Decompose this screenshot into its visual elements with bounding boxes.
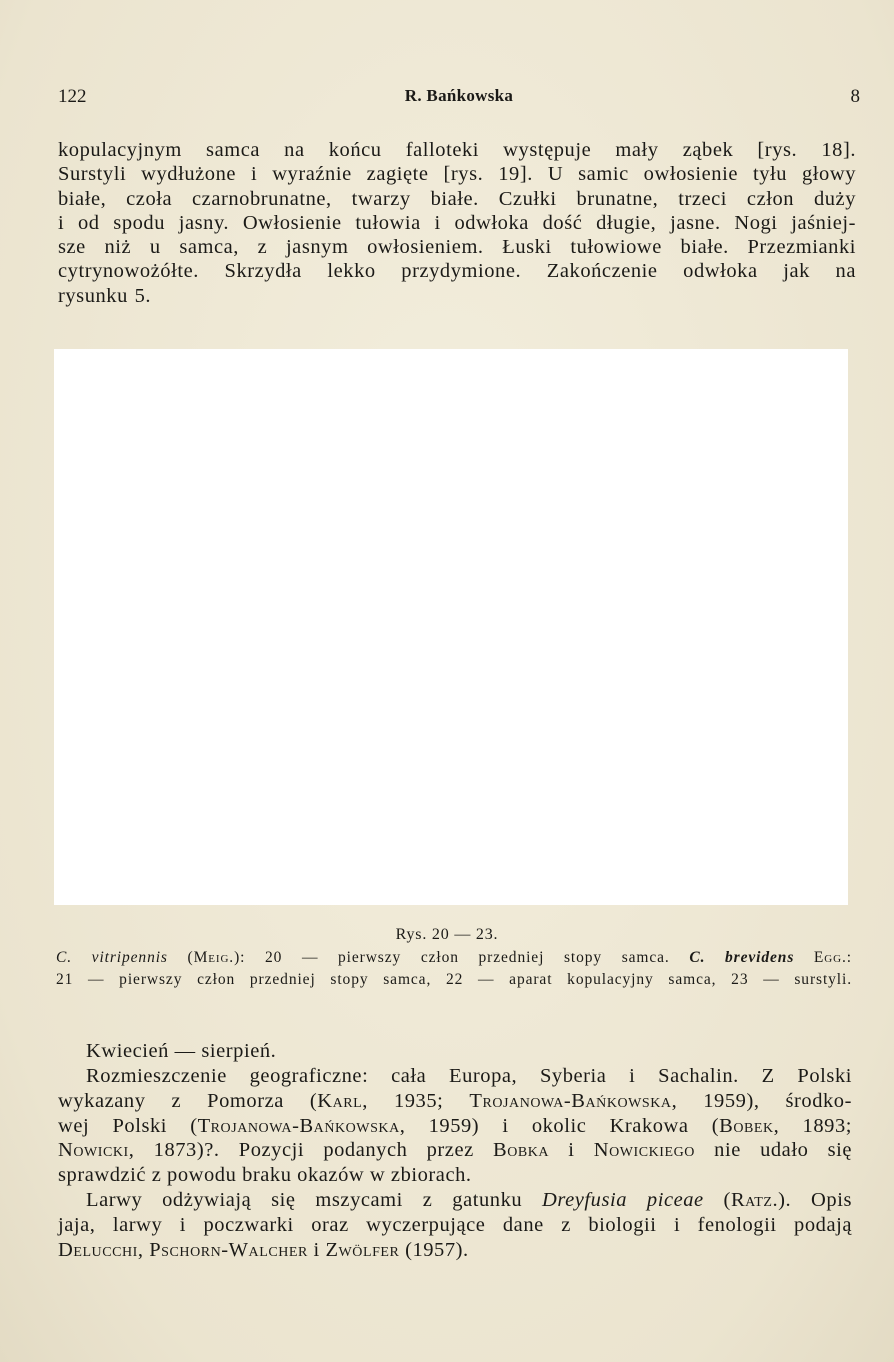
cited-author: Bobka (492, 1139, 550, 1162)
cited-author: Bobek (719, 1114, 774, 1137)
paragraph-description (58, 138, 856, 308)
text-line (58, 1089, 852, 1114)
caption-text: : (846, 949, 852, 966)
text-run: Larwy odżywiają się mszycami z gatunku (86, 1189, 543, 1211)
text-line: cytrynowożółte. Skrzydła lekko przydymione. Zakończenie odwłoka jak na (58, 260, 856, 283)
text-run: wykazany z Pomorza ( (58, 1089, 318, 1112)
text-run: , 1935; (362, 1089, 470, 1112)
cited-author: Trojanowa-Bańkowska (469, 1089, 672, 1112)
text-run: ( (703, 1189, 731, 1211)
cited-author: Nowickiego (593, 1139, 695, 1162)
text-line: sze niż u samca, z jasnym owłosieniem. Łuski tułowiowe białe. Przezmianki (58, 236, 856, 259)
text-line: białe, czoła czarnobrunatne, twarzy białe. Czułki brunatne, trzeci człon duży (58, 187, 856, 210)
text-run: i (549, 1139, 594, 1162)
text-run: ). Opis (778, 1189, 852, 1211)
running-author: R. Bańkowska (404, 86, 514, 105)
text-run: , 1959), środko- (671, 1089, 852, 1112)
text-run: wej Polski ( (58, 1114, 198, 1137)
cited-author: Trojanowa-Bańkowska (197, 1114, 400, 1137)
text-line: rysunku 5. (58, 284, 152, 307)
text-run: nie udało się (694, 1139, 853, 1162)
page-number-left: 122 (58, 86, 87, 107)
text-line (58, 1188, 852, 1213)
paragraph-distribution (58, 1064, 852, 1188)
text-line: i od spodu jasny. Owłosienie tułowia i odwłoka dość długie, jasne. Nogi jaśniej- (58, 211, 856, 234)
running-header (58, 86, 860, 112)
species-name: C. brevidens (689, 949, 795, 966)
cited-author: Ratz. (730, 1189, 779, 1211)
species-name: Dreyfusia piceae (542, 1189, 704, 1211)
species-name: C. vitripennis (56, 949, 168, 966)
text-run: , 1893; (773, 1114, 852, 1137)
cited-author: Pschorn-Walcher (149, 1239, 308, 1261)
figure-image-blank (54, 349, 848, 905)
figure-caption-title: Rys. 20 — 23. (395, 926, 499, 943)
text-line: Surstyli wydłużone i wyraźnie zagięte [rys. 19]. U samic owłosienie tyłu głowy (58, 163, 856, 186)
text-run: , (137, 1239, 150, 1261)
paragraph-flight-period: Kwiecień — sierpień. (86, 1040, 277, 1062)
species-author: Egg. (813, 949, 847, 966)
page-number-right: 8 (850, 86, 860, 107)
text-run: , 1959) i okolic Krakowa ( (399, 1114, 720, 1137)
cited-author: Zwölfer (325, 1239, 400, 1261)
text-line: jaja, larwy i poczwarki oraz wyczerpujące dane z biologii i fenologii podają (58, 1214, 852, 1236)
caption-line (56, 947, 852, 969)
text-line: Rozmieszczenie geograficzne: cała Europa, Syberia i Sachalin. Z Polski (86, 1065, 852, 1087)
cited-author: Delucchi (58, 1239, 138, 1261)
species-author: (Meig.) (187, 949, 241, 966)
paragraph-biology (58, 1188, 852, 1263)
caption-text: : 20 — pierwszy człon przedniej stopy samca. (240, 949, 670, 966)
text-run: (1957). (399, 1239, 469, 1261)
text-line: kopulacyjnym samca na końcu falloteki występuje mały ząbek [rys. 18]. (58, 139, 856, 161)
text-run: i (307, 1239, 326, 1261)
text-line: sprawdzić z powodu braku okazów w zbiorach. (58, 1164, 472, 1187)
cited-author: Karl (317, 1089, 363, 1112)
cited-author: Nowicki (58, 1139, 129, 1162)
figure-caption (56, 947, 852, 991)
caption-line: 21 — pierwszy człon przedniej stopy samca, 22 — aparat kopulacyjny samca, 23 — surstyli. (56, 971, 852, 988)
text-run: , 1873)?. Pozycji podanych przez (128, 1139, 493, 1162)
text-line (58, 1138, 852, 1163)
text-line (58, 1114, 852, 1139)
text-line (58, 1238, 852, 1263)
